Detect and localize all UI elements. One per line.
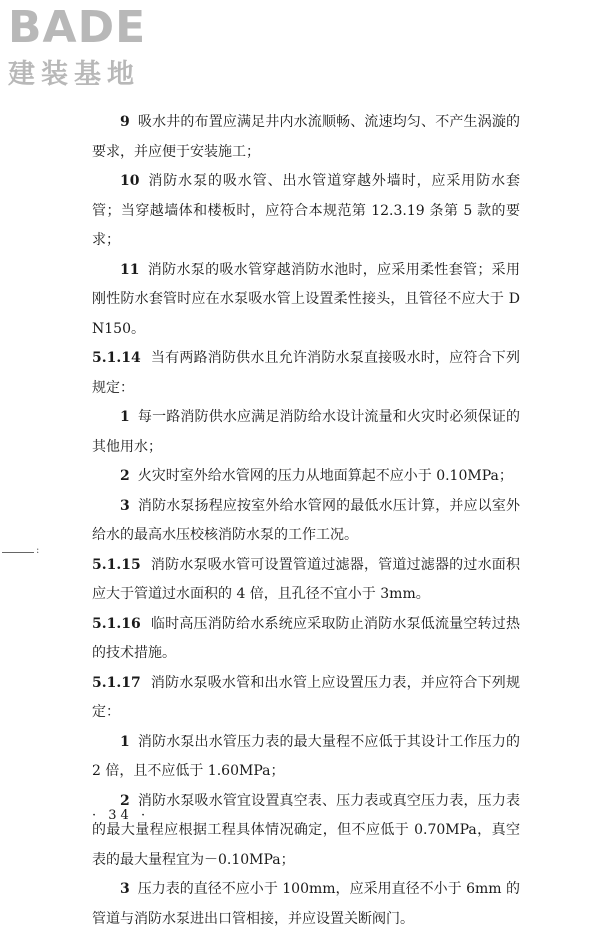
clause-number: 5.1.16 [92, 615, 141, 632]
item-number: 3 [120, 881, 130, 897]
list-item [92, 875, 520, 934]
list-item [92, 256, 520, 345]
item-text: 消防水泵的吸水管、出水管道穿越外墙时，应采用防水套管；当穿越墙体和楼板时，应符合本规范第 12.3.19 条第 5 款的要求； [92, 173, 520, 248]
item-number: 1 [120, 409, 130, 425]
clause-number: 5.1.17 [92, 674, 141, 691]
list-item [92, 787, 520, 876]
clause-text: 消防水泵吸水管和出水管上应设置压力表，并应符合下列规定： [92, 674, 520, 720]
clause-text: 临时高压消防给水系统应采取防止消防水泵低流量空转过热的技术措施。 [92, 615, 520, 661]
item-number: 2 [120, 468, 130, 484]
clause-text: 当有两路消防供水且允许消防水泵直接吸水时，应符合下列规定： [92, 350, 520, 396]
clause [92, 669, 520, 728]
list-item [92, 492, 520, 551]
clause-number: 5.1.15 [92, 556, 141, 573]
list-item [92, 462, 520, 492]
item-number: 10 [120, 173, 140, 189]
item-number: 3 [120, 497, 130, 514]
clause [92, 344, 520, 403]
clause-number: 5.1.14 [92, 350, 141, 366]
clause [92, 610, 520, 669]
item-text: 压力表的直径不应小于 100mm，应采用直径不小于 6mm 的管道与消防水泵进出口管相接，并应设置关断阀门。 [92, 881, 520, 927]
item-number: 2 [120, 792, 130, 809]
margin-rule [2, 552, 34, 553]
item-text: 消防水泵吸水管宜设置真空表、压力表或真空压力表，压力表的最大量程应根据工程具体情况确定，但不应低于 0.70MPa，真空表的最大量程宜为－0.10MPa； [92, 792, 520, 868]
list-item [92, 728, 520, 787]
item-text: 消防水泵出水管压力表的最大量程不应低于其设计工作压力的 2 倍，且不应低于 1.60MPa； [92, 733, 520, 779]
margin-dot: : [36, 545, 40, 556]
clause-text: 消防水泵吸水管可设置管道过滤器，管道过滤器的过水面积应大于管道过水面积的 4 倍，且孔径不宜小于 3mm。 [92, 556, 520, 602]
item-text: 吸水井的布置应满足井内水流顺畅、流速均匀、不产生涡漩的要求，并应便于安装施工； [92, 114, 520, 160]
item-number: 1 [120, 733, 130, 750]
list-item [92, 403, 520, 462]
watermark-logo [8, 2, 188, 97]
document-body [92, 108, 520, 934]
item-text: 火灾时室外给水管网的压力从地面算起不应小于 0.10MPa； [137, 468, 513, 484]
page-number: · 34 · [92, 808, 150, 823]
item-text: 消防水泵扬程应按室外给水管网的最低水压计算，并应以室外给水的最高水压校核消防水泵的工作工况。 [92, 497, 520, 543]
list-item [92, 108, 520, 167]
logo-subtitle: 建装基地 [8, 59, 140, 90]
list-item [92, 167, 520, 256]
logo-word: BADE [8, 2, 147, 53]
clause [92, 551, 520, 610]
item-text: 消防水泵的吸水管穿越消防水池时，应采用柔性套管；采用刚性防水套管时应在水泵吸水管上设置柔性接头，且管径不应大于 DN150。 [92, 261, 520, 337]
item-number: 9 [120, 114, 130, 130]
item-text: 每一路消防供水应满足消防给水设计流量和火灾时必须保证的其他用水； [92, 409, 520, 455]
item-number: 11 [120, 261, 140, 278]
